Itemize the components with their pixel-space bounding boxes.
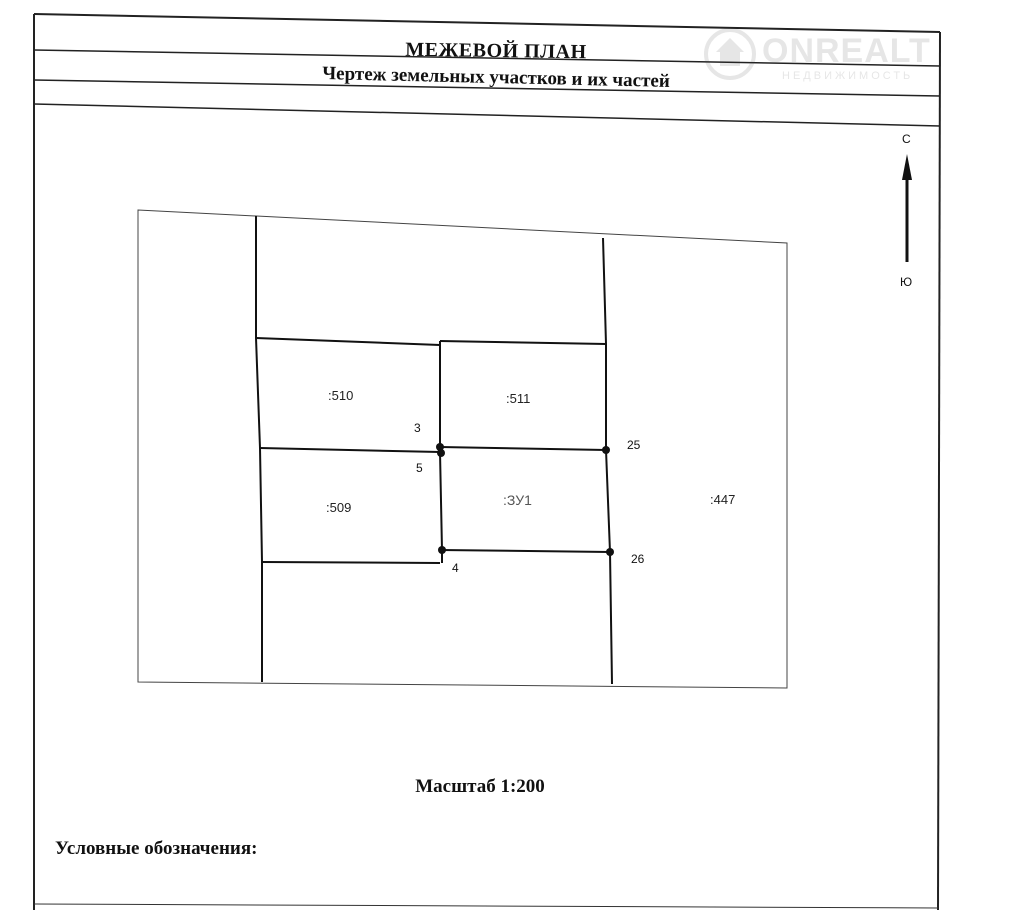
boundary-lines [256, 216, 612, 684]
point-3-label: 3 [414, 421, 421, 435]
parcel-511-label: :511 [506, 391, 531, 406]
watermark-tagline: НЕДВИЖИМОСТЬ [782, 70, 914, 82]
point-26-label: 26 [631, 552, 645, 566]
point-5-label: 5 [416, 461, 423, 475]
scale-label: Масштаб 1:200 [415, 776, 545, 797]
page-title: МЕЖЕВОЙ ПЛАН [405, 38, 587, 64]
point-4-label: 4 [452, 561, 459, 575]
point-5-marker [437, 449, 445, 457]
parcel-447-label: :447 [710, 492, 736, 507]
page-border-right [938, 32, 940, 910]
north-arrow-icon [902, 154, 912, 262]
point-26-marker [606, 548, 614, 556]
map-frame [138, 210, 787, 688]
point-25-marker [602, 446, 610, 454]
parcel-509-label: :509 [326, 500, 352, 515]
parcel-zu1-label: :ЗУ1 [503, 492, 532, 508]
header-divider-3 [34, 104, 940, 126]
watermark-brand: ONREALT [762, 32, 931, 70]
point-25-label: 25 [627, 438, 641, 452]
compass-north-label: С [902, 132, 911, 146]
point-4-marker [438, 546, 446, 554]
legend-title: Условные обозначения: [55, 838, 258, 859]
page-border-top [34, 14, 940, 32]
legend-table-edge [34, 904, 938, 908]
compass-south-label: Ю [900, 275, 913, 289]
parcel-510-label: :510 [328, 388, 354, 403]
page-subtitle: Чертеж земельных участков и их частей [321, 63, 671, 92]
